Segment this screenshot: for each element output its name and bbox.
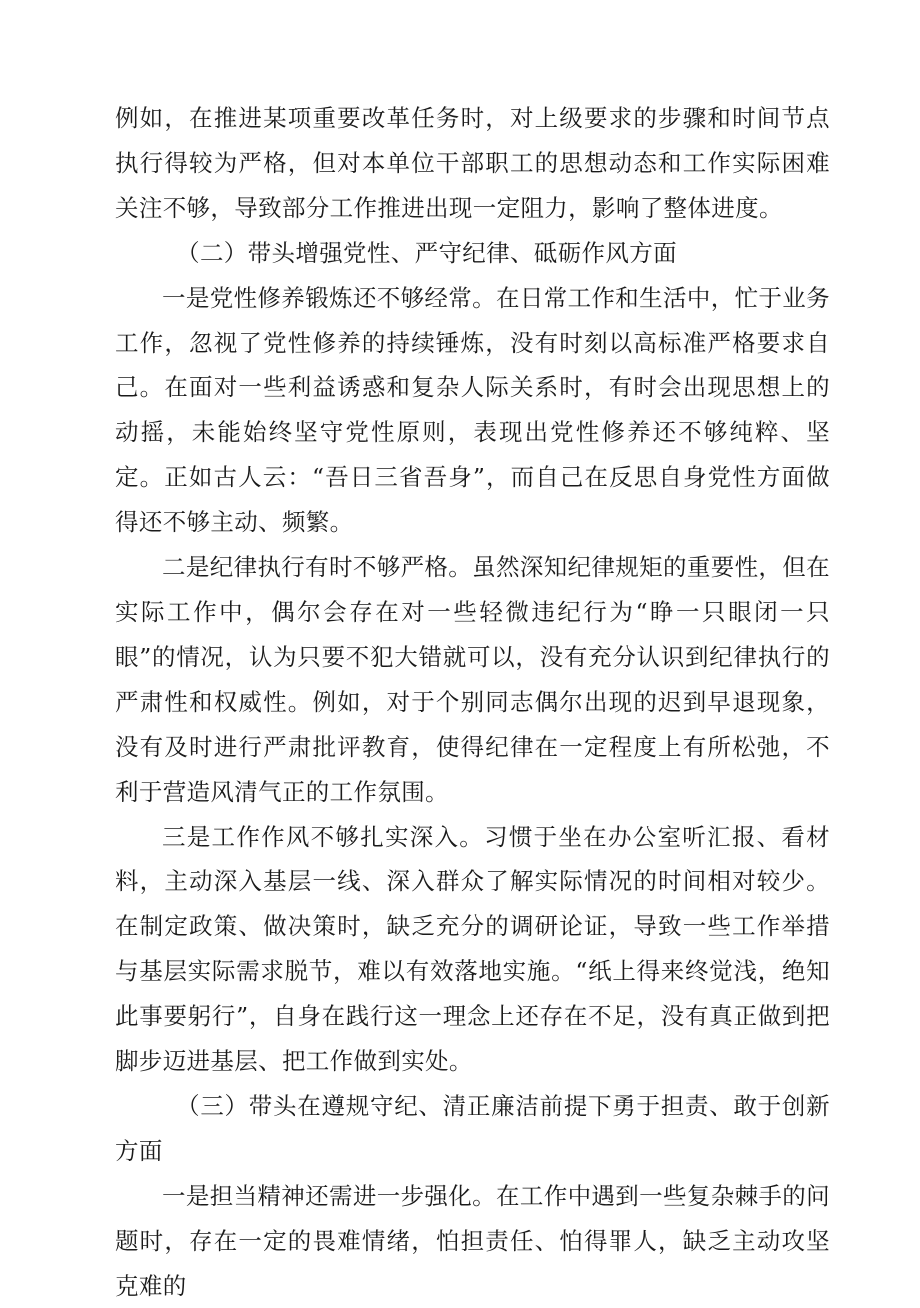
- paragraph-discipline: 二是纪律执行有时不够严格。虽然深知纪律规矩的重要性，但在实际工作中，偶尔会存在对一些轻微违纪行为“睁一只眼闭一只眼”的情况，认为只要不犯大错就可以，没有充分认识到纪律执行的严肃性和权威性。例如，对于个别同志偶尔出现的迟到早退现象，没有及时进行严肃批评教育，使得纪律在一定程度上有所松弛，不利于营造风清气正的工作氛围。: [115, 553, 830, 806]
- paragraph-responsibility: 一是担当精神还需进一步强化。在工作中遇到一些复杂棘手的问题时，存在一定的畏难情绪，怕担责任、怕得罪人，缺乏主动攻坚克难的: [115, 1181, 830, 1300]
- section-heading-three: （三）带头在遵规守纪、清正廉洁前提下勇于担责、敢于创新方面: [115, 1091, 830, 1165]
- paragraph-party-spirit: 一是党性修养锻炼还不够经常。在日常工作和生活中，忙于业务工作，忽视了党性修养的持续锤炼，没有时刻以高标准严格要求自己。在面对一些利益诱惑和复杂人际关系时，有时会出现思想上的动摇，未能始终坚守党性原则，表现出党性修养还不够纯粹、坚定。正如古人云：“吾日三省吾身”，而自己在反思自身党性方面做得还不够主动、频繁。: [115, 283, 830, 537]
- section-heading-two: （二）带头增强党性、严守纪律、砥砺作风方面: [176, 238, 677, 267]
- document-body: [115, 96, 830, 1308]
- paragraph-work-style: 三是工作作风不够扎实深入。习惯于坐在办公室听汇报、看材料，主动深入基层一线、深入群众了解实际情况的时间相对较少。在制定政策、做决策时，缺乏充分的调研论证，导致一些工作举措与基层实际需求脱节，难以有效落地实施。“纸上得来终觉浅，绝知此事要躬行”，自身在践行这一理念上还存在不足，没有真正做到把脚步迈进基层、把工作做到实处。: [115, 822, 830, 1076]
- paragraph-continuation: 例如，在推进某项重要改革任务时，对上级要求的步骤和时间节点执行得较为严格，但对本单位干部职工的思想动态和工作实际困难关注不够，导致部分工作推进出现一定阻力，影响了整体进度。: [115, 104, 830, 222]
